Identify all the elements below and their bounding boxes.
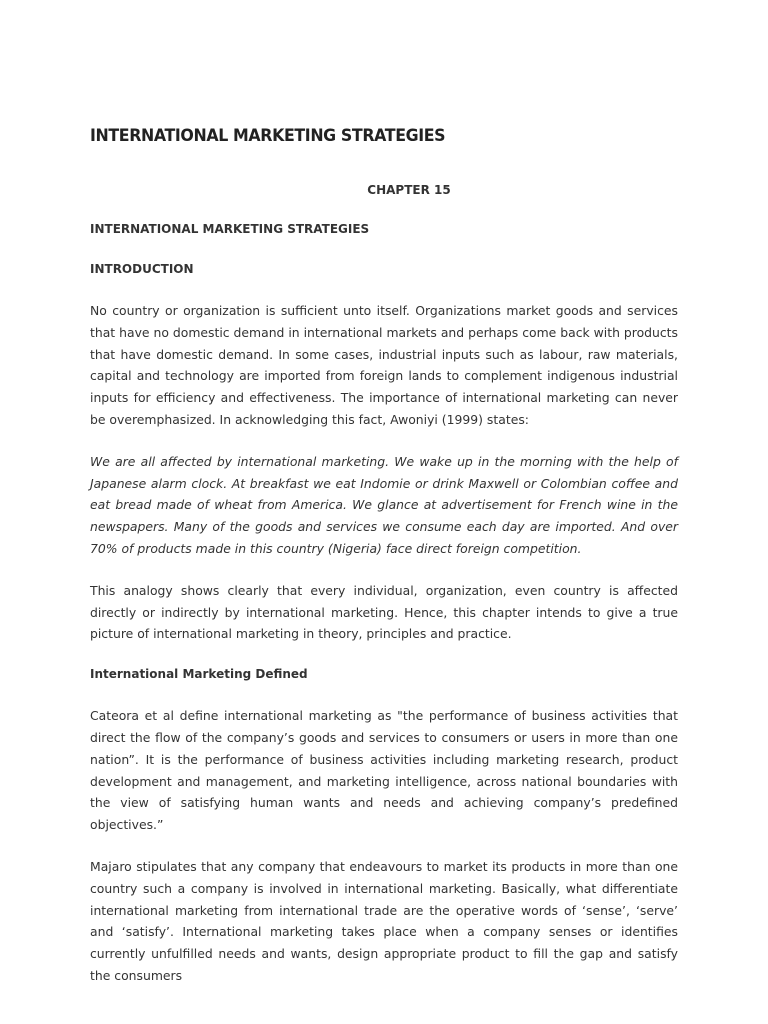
chapter-label: CHAPTER 15: [367, 183, 451, 197]
introduction-heading: INTRODUCTION: [90, 262, 194, 276]
paragraph-quote: We are all affected by international marketing. We wake up in the morning with the help of Japanese alarm clock. At breakfast we eat Indomie or drink Maxwell or Colombian coffee and eat bread made of wheat from America. We glance at advertisement for French wine in the newspapers. Many of the goods and services we consume each day are imported. And over 70% of products made in this country (Nigeria) face direct foreign competition.: [90, 453, 678, 556]
document-title: INTERNATIONAL MARKETING STRATEGIES: [90, 126, 446, 146]
paragraph-analogy: This analogy shows clearly that every individual, organization, even country is affected directly or indirectly by international marketing. Hence, this chapter intends to give a true picture of international marketing in theory, principles and practice.: [90, 582, 678, 642]
document-page: [90, 124, 678, 1007]
paragraph-majaro: Majaro stipulates that any company that endeavours to market its products in more than one country such a company is involved in international marketing. Basically, what differentiate international marketing from international trade are the operative words of ‘sense’, ‘serve’ and ‘satisfy’. International marketing takes place when a company senses or identifies currently unfulfilled needs and wants, design appropriate product to fill the gap and satisfy the consumers: [90, 858, 678, 983]
paragraph-cateora: Cateora et al define international marketing as "the performance of business activities that direct the flow of the company’s goods and services to consumers or users in more than one nation”. It is the performance of business activities including marketing research, product development and management, and marketing intelligence, across national boundaries with the view of satisfying human wants and needs and achieving company’s predefined objectives.”: [90, 708, 678, 833]
paragraph-intro: No country or organization is sufficient unto itself. Organizations market goods and services that have no domestic demand in international markets and perhaps come back with products that have domestic demand. In some cases, industrial inputs such as labour, raw materials, capital and technology are imported from foreign lands to complement indigenous industrial inputs for efficiency and effectiveness. The importance of international marketing can never be overemphasized. In acknowledging this fact, Awoniyi (1999) states:: [90, 303, 678, 427]
definition-heading: International Marketing Defined: [90, 667, 308, 682]
section-heading: INTERNATIONAL MARKETING STRATEGIES: [90, 222, 370, 236]
